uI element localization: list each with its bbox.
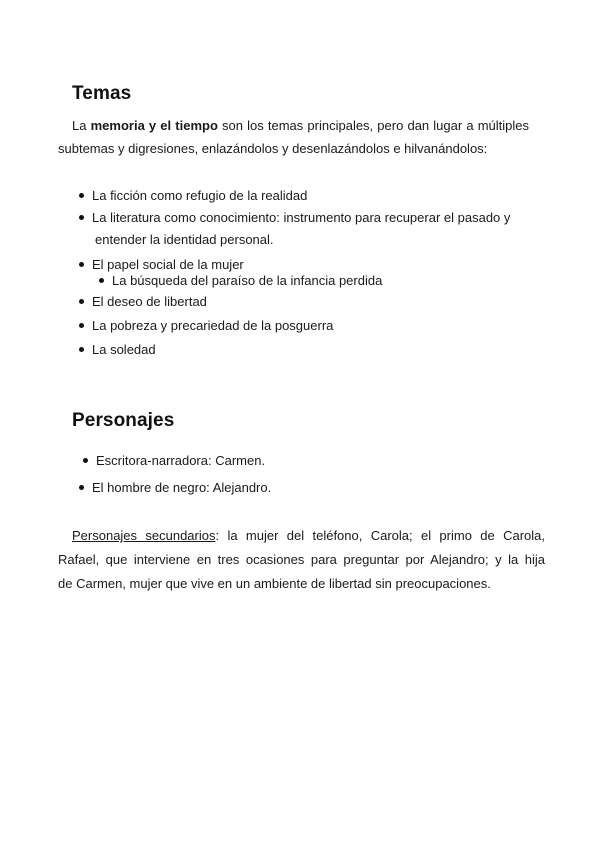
personajes-heading: Personajes (72, 410, 175, 431)
temas-item-2: La literatura como conocimiento: instrumento para recuperar el pasado y (92, 210, 511, 225)
temas-intro-line-1 (72, 118, 529, 134)
secundarios-label: Personajes secundarios (72, 528, 216, 543)
bullet-icon (79, 347, 84, 352)
temas-item-1: La ficción como refugio de la realidad (92, 188, 308, 203)
secundarios-line-2: Rafael, que interviene en tres ocasiones para preguntar por Alejandro; y la hija (58, 552, 545, 567)
bullet-icon (79, 485, 84, 490)
temas-intro-line-2: subtemas y digresiones, enlazándolos y desenlazándolos e hilvanándolos: (58, 141, 488, 156)
bullet-icon (79, 323, 84, 328)
bullet-icon (83, 458, 88, 463)
personajes-item-2: El hombre de negro: Alejandro. (92, 480, 272, 495)
temas-intro-prefix: La (72, 118, 91, 133)
temas-item-5: La pobreza y precariedad de la posguerra (92, 318, 334, 333)
bullet-icon (79, 262, 84, 267)
temas-item-6: La soledad (92, 342, 156, 357)
bullet-icon (79, 215, 84, 220)
secundarios-line-3: de Carmen, mujer que vive en un ambiente de libertad sin preocupaciones. (58, 576, 491, 591)
temas-item-3: El papel social de la mujer (92, 257, 244, 272)
bullet-icon (79, 299, 84, 304)
temas-item-2-cont: entender la identidad personal. (95, 232, 274, 247)
temas-item-4: El deseo de libertad (92, 294, 207, 309)
secundarios-line-1 (72, 528, 545, 544)
personajes-item-1: Escritora-narradora: Carmen. (96, 453, 266, 468)
temas-subitem-1: La búsqueda del paraíso de la infancia perdida (112, 273, 383, 288)
temas-intro-rest: son los temas principales, pero dan lugar a múltiples (217, 118, 529, 133)
sub-bullet-icon (99, 278, 104, 283)
bullet-icon (79, 193, 84, 198)
temas-intro-bold: memoria y el tiempo (90, 118, 218, 133)
temas-heading: Temas (72, 83, 132, 104)
secundarios-line-1-rest: : la mujer del teléfono, Carola; el primo de Carola, (215, 528, 546, 543)
